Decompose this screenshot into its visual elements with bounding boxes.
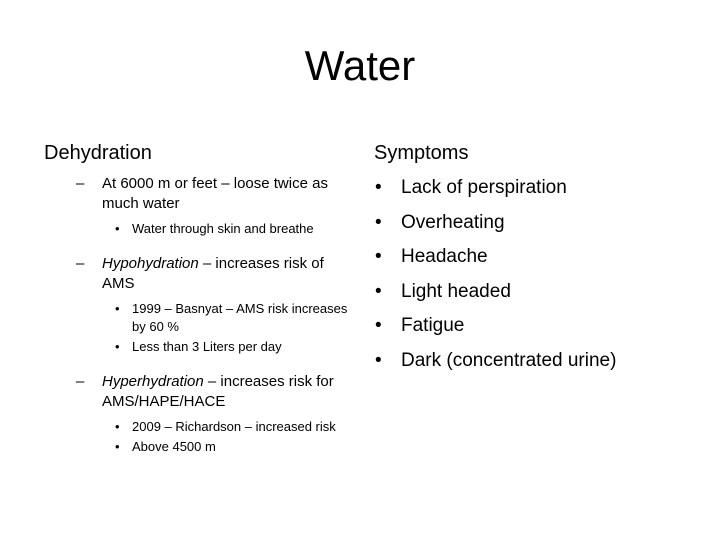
hyperhydration-subitem-text: Above 4500 m — [132, 439, 216, 454]
dot-bullet: • — [115, 339, 120, 354]
symptom-text: Fatigue — [401, 315, 465, 336]
symptom-text: Dark (concentrated urine) — [401, 349, 617, 371]
dash-bullet: – — [76, 175, 85, 192]
dehydration-list — [76, 174, 352, 462]
symptom-text: Light headed — [401, 280, 511, 302]
hypohydration-subitem-text: 1999 – Basnyat – AMS risk increases by 60 % — [132, 301, 348, 334]
symptom-item — [374, 245, 704, 269]
dehydration-item-text: At 6000 m or feet – loose twice as much water — [102, 175, 328, 212]
dot-bullet: • — [375, 177, 382, 198]
dehydration-subitem — [106, 220, 352, 238]
dehydration-item — [76, 174, 352, 214]
symptoms-list — [374, 176, 704, 383]
hypohydration-subitem — [106, 338, 352, 356]
dot-bullet: • — [115, 221, 120, 236]
symptom-item — [374, 280, 704, 304]
dot-bullet: • — [375, 246, 382, 267]
dehydration-subitems — [76, 220, 352, 238]
hypohydration-text: – increases risk of AMS — [102, 255, 324, 292]
hyperhydration-term: Hyperhydration — [102, 373, 204, 390]
dot-bullet: • — [375, 349, 382, 371]
dehydration-heading: Dehydration — [44, 142, 152, 164]
hyperhydration-subitem — [106, 418, 352, 436]
symptom-text: Overheating — [401, 211, 505, 233]
dot-bullet: • — [115, 439, 120, 454]
hyperhydration-item — [76, 372, 352, 412]
dot-bullet: • — [115, 419, 120, 434]
hypohydration-item — [76, 254, 352, 294]
symptom-item — [374, 314, 704, 338]
hyperhydration-subitems — [76, 418, 352, 456]
dot-bullet: • — [375, 211, 382, 233]
dot-bullet: • — [115, 301, 120, 316]
symptom-item — [374, 211, 704, 235]
hypohydration-subitem-text: Less than 3 Liters per day — [132, 339, 282, 354]
dash-bullet: – — [76, 255, 85, 272]
dot-bullet: • — [375, 280, 382, 302]
symptoms-heading: Symptoms — [374, 142, 469, 164]
dash-bullet: – — [76, 373, 85, 390]
hyperhydration-subitem-text: 2009 – Richardson – increased risk — [132, 419, 336, 434]
hyperhydration-subitem — [106, 438, 352, 456]
symptom-item — [374, 349, 704, 373]
symptom-item — [374, 176, 704, 200]
symptom-text: Lack of perspiration — [401, 177, 567, 198]
symptom-text: Headache — [401, 246, 488, 267]
slide-title: Water — [304, 42, 416, 89]
hypohydration-subitem — [106, 300, 352, 336]
hypohydration-subitems — [76, 300, 352, 356]
dehydration-subitem-text: Water through skin and breathe — [132, 221, 314, 236]
hyperhydration-text: – increases risk for AMS/HAPE/HACE — [102, 373, 334, 410]
hypohydration-term: Hypohydration — [102, 255, 199, 272]
dot-bullet: • — [375, 315, 382, 336]
